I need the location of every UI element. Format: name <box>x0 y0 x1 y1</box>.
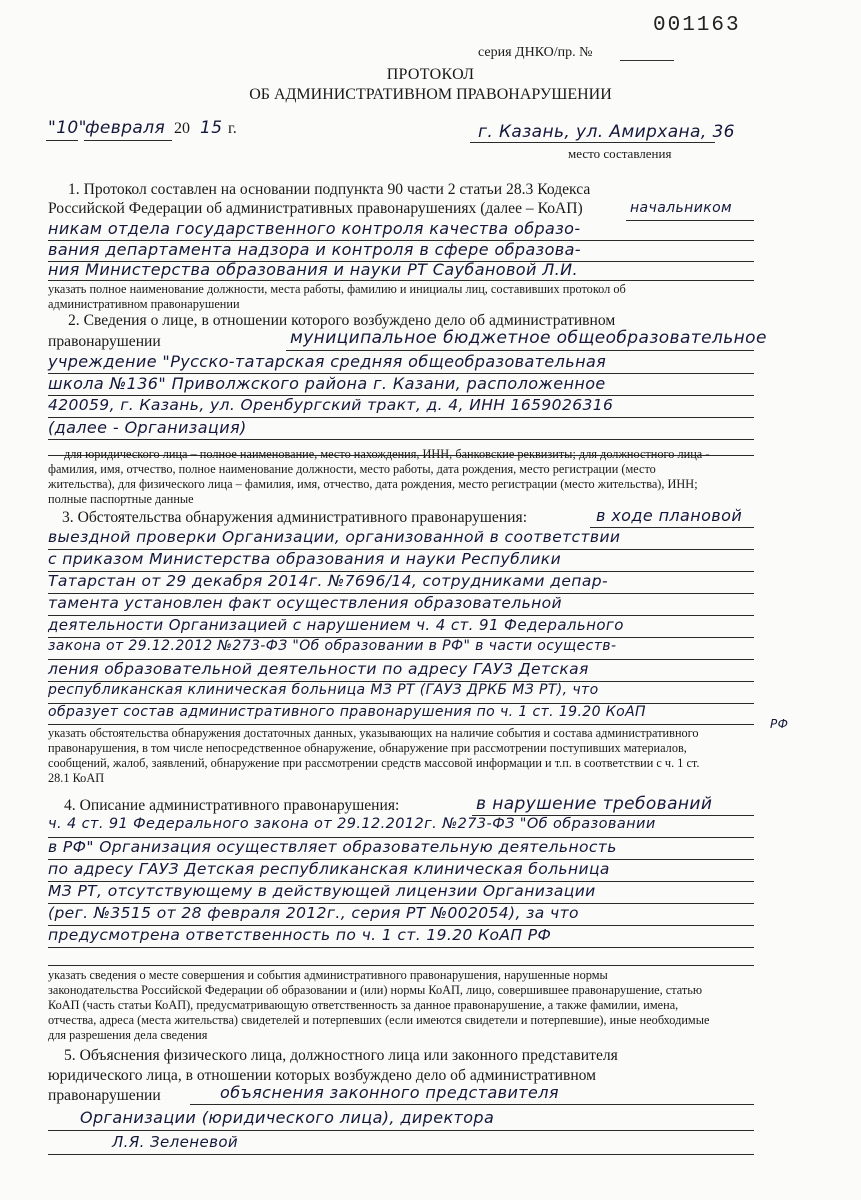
date-year-prefix: 20 <box>174 120 190 137</box>
date-day-line <box>46 140 78 141</box>
section2-instruction-2: фамилия, имя, отчество, полное наименование должности, место работы, дата рождения, место регистрации (место <box>48 462 656 476</box>
section4-hw-line2: в РФ" Организация осуществляет образовательную деятельность <box>48 838 617 856</box>
place-caption: место составления <box>568 146 672 161</box>
document-title: ПРОТОКОЛ <box>386 66 475 83</box>
section3-hw-line7: ления образовательной деятельности по адресу ГАУЗ Детская <box>48 660 589 678</box>
section1-hw-start: начальником <box>630 200 733 216</box>
section2-hw-line5: (далее - Организация) <box>48 418 247 437</box>
section2-hw-line2: учреждение "Русско-татарская средняя общеобразовательная <box>48 352 607 371</box>
section5-hw-line3: Л.Я. Зеленевой <box>112 1133 239 1151</box>
section3-hw-line2: с приказом Министерства образования и науки Республики <box>48 550 562 568</box>
date-month-line <box>84 140 172 141</box>
section3-instruction-2: правонарушения, в том числе непосредственное обнаружение, обнаружение при рассмотрении поступивших материалов, <box>48 741 687 755</box>
section4-instruction-3: КоАП (часть статьи КоАП), предусматривающую ответственность за данное правонарушение, а также фамилии, имена, <box>48 998 679 1012</box>
section3-hw-line6: закона от 29.12.2012 №273-ФЗ "Об образовании в РФ" в части осуществ- <box>48 638 617 654</box>
section1-hw-line3: ния Министерства образования и науки РТ Саубановой Л.И. <box>48 260 579 279</box>
section3-instruction-3: сообщений, жалоб, заявлений, обнаружение при рассмотрении средств массовой информации и т.п. в соответствии с ч. 1 ст. <box>48 756 700 770</box>
date-month: февраля <box>85 118 166 138</box>
place-line <box>470 142 715 143</box>
section2-hw-line3: школа №136" Приволжского района г. Казани, расположенное <box>48 374 606 393</box>
section3-hw-line8: республиканская клиническая больница МЗ РТ (ГАУЗ ДРКБ МЗ РТ), что <box>48 682 599 698</box>
section3-instruction-1: указать обстоятельства обнаружения достаточных данных, указывающих на наличие события и состава административного <box>48 726 699 740</box>
section4-instruction-1: указать сведения о месте совершения и события административного правонарушения, нарушенные нормы <box>48 968 608 982</box>
section5-rule <box>48 1130 754 1131</box>
date-year: 15 <box>200 118 223 138</box>
section1-instruction-1: указать полное наименование должности, места работы, фамилию и инициалы лиц, составивших протокол об <box>48 282 626 296</box>
section1-hw-line1: никам отдела государственного контроля качества образо- <box>48 219 581 238</box>
section3-hw-line3: Татарстан от 29 декабря 2014г. №7696/14, сотрудниками депар- <box>48 572 608 590</box>
section3-hw-line0: в ходе плановой <box>596 506 743 525</box>
section2-instruction-1: для юридического лица – полное наименование, место нахождения, ИНН, банковские реквизиты; для должностного лица - <box>64 447 710 461</box>
date-day: "10" <box>48 118 87 138</box>
section3-instruction-4: 28.1 КоАП <box>48 771 105 785</box>
section4-rule <box>48 947 754 948</box>
section4-instruction-5: для разрешения дела сведения <box>48 1028 208 1042</box>
section2-hw-line1: муниципальное бюджетное общеобразовательное <box>290 328 767 348</box>
section3-hw-line4: тамента установлен факт осуществления образовательной <box>48 594 563 612</box>
section5-line3: правонарушении <box>48 1087 161 1104</box>
section4-hw-line0: в нарушение требований <box>476 794 713 814</box>
series-number-line <box>620 60 674 61</box>
section1-rule <box>48 280 754 281</box>
section3-hw-line1: выездной проверки Организации, организованной в соответствии <box>48 528 621 546</box>
section2-rule <box>48 439 754 440</box>
section5-hw-line2: Организации (юридического лица), директора <box>80 1108 495 1127</box>
section1-line1: 1. Протокол составлен на основании подпункта 90 части 2 статьи 28.3 Кодекса <box>68 181 591 198</box>
section4-hw-line3: по адресу ГАУЗ Детская республиканская клиническая больница <box>48 860 610 878</box>
section2-instruction-3: жительства), для физического лица – фамилия, имя, отчество, дата рождения, место регистрации (место жительства), ИНН; <box>48 477 698 491</box>
section1-line2: Российской Федерации об административных правонарушениях (далее – КоАП) <box>48 200 583 217</box>
section3-rule <box>48 724 754 725</box>
section2-line2: правонарушении <box>48 333 161 350</box>
section5-rule <box>190 1104 754 1105</box>
section2-line1: 2. Сведения о лице, в отношении которого возбуждено дело об административном <box>68 312 616 329</box>
section2-rule <box>286 350 754 351</box>
document-subtitle: ОБ АДМИНИСТРАТИВНОМ ПРАВОНАРУШЕНИИ <box>249 86 612 103</box>
section4-rule <box>48 965 754 966</box>
section4-instruction-4: отчества, адреса (места жительства) свидетелей и потерпевших (если имеются свидетели и потерпевшие), иные необходимые <box>48 1013 710 1027</box>
date-year-label: г. <box>228 120 237 137</box>
series-label: серия ДНКО/пр. № <box>478 45 593 60</box>
section3-hw-line9: образует состав административного правонарушения по ч. 1 ст. 19.20 КоАП <box>48 704 646 720</box>
section3-hw-line5: деятельности Организацией с нарушением ч. 4 ст. 91 Федерального <box>48 616 624 634</box>
section1-instruction-2: административном правонарушении <box>48 297 240 311</box>
section5-line1: 5. Объяснения физического лица, должностного лица или законного представителя <box>64 1047 618 1064</box>
section4-hw-line5: (рег. №3515 от 28 февраля 2012г., серия РТ №002054), за что <box>48 904 579 922</box>
section4-hw-line4: МЗ РТ, отсутствующему в действующей лицензии Организации <box>48 882 596 900</box>
section5-line2: юридического лица, в отношении которых возбуждено дело об административном <box>48 1067 597 1084</box>
section1-hw-line2: вания департамента надзора и контроля в сфере образова- <box>48 240 581 259</box>
serial-number: 001163 <box>653 14 741 37</box>
section2-instruction-4: полные паспортные данные <box>48 492 194 506</box>
section4-hw-line6: предусмотрена ответственность по ч. 1 ст. 19.20 КоАП РФ <box>48 926 552 944</box>
section5-hw-line1: объяснения законного представителя <box>220 1083 559 1102</box>
place-value: г. Казань, ул. Амирхана, 36 <box>478 122 735 142</box>
section3-line1: 3. Обстоятельства обнаружения административного правонарушения: <box>62 509 528 526</box>
section5-rule <box>48 1154 754 1155</box>
section3-hw-line10: РФ <box>770 717 789 731</box>
section4-hw-line1: ч. 4 ст. 91 Федерального закона от 29.12.2012г. №273-ФЗ "Об образовании <box>48 816 656 832</box>
section1-rule <box>626 220 754 221</box>
section4-line1: 4. Описание административного правонарушения: <box>64 797 400 814</box>
section2-hw-line4: 420059, г. Казань, ул. Оренбургский тракт, д. 4, ИНН 1659026316 <box>48 396 614 414</box>
section4-instruction-2: законодательства Российской Федерации об образовании и (или) нормы КоАП, лицо, совершившее правонарушение, статью <box>48 983 703 997</box>
